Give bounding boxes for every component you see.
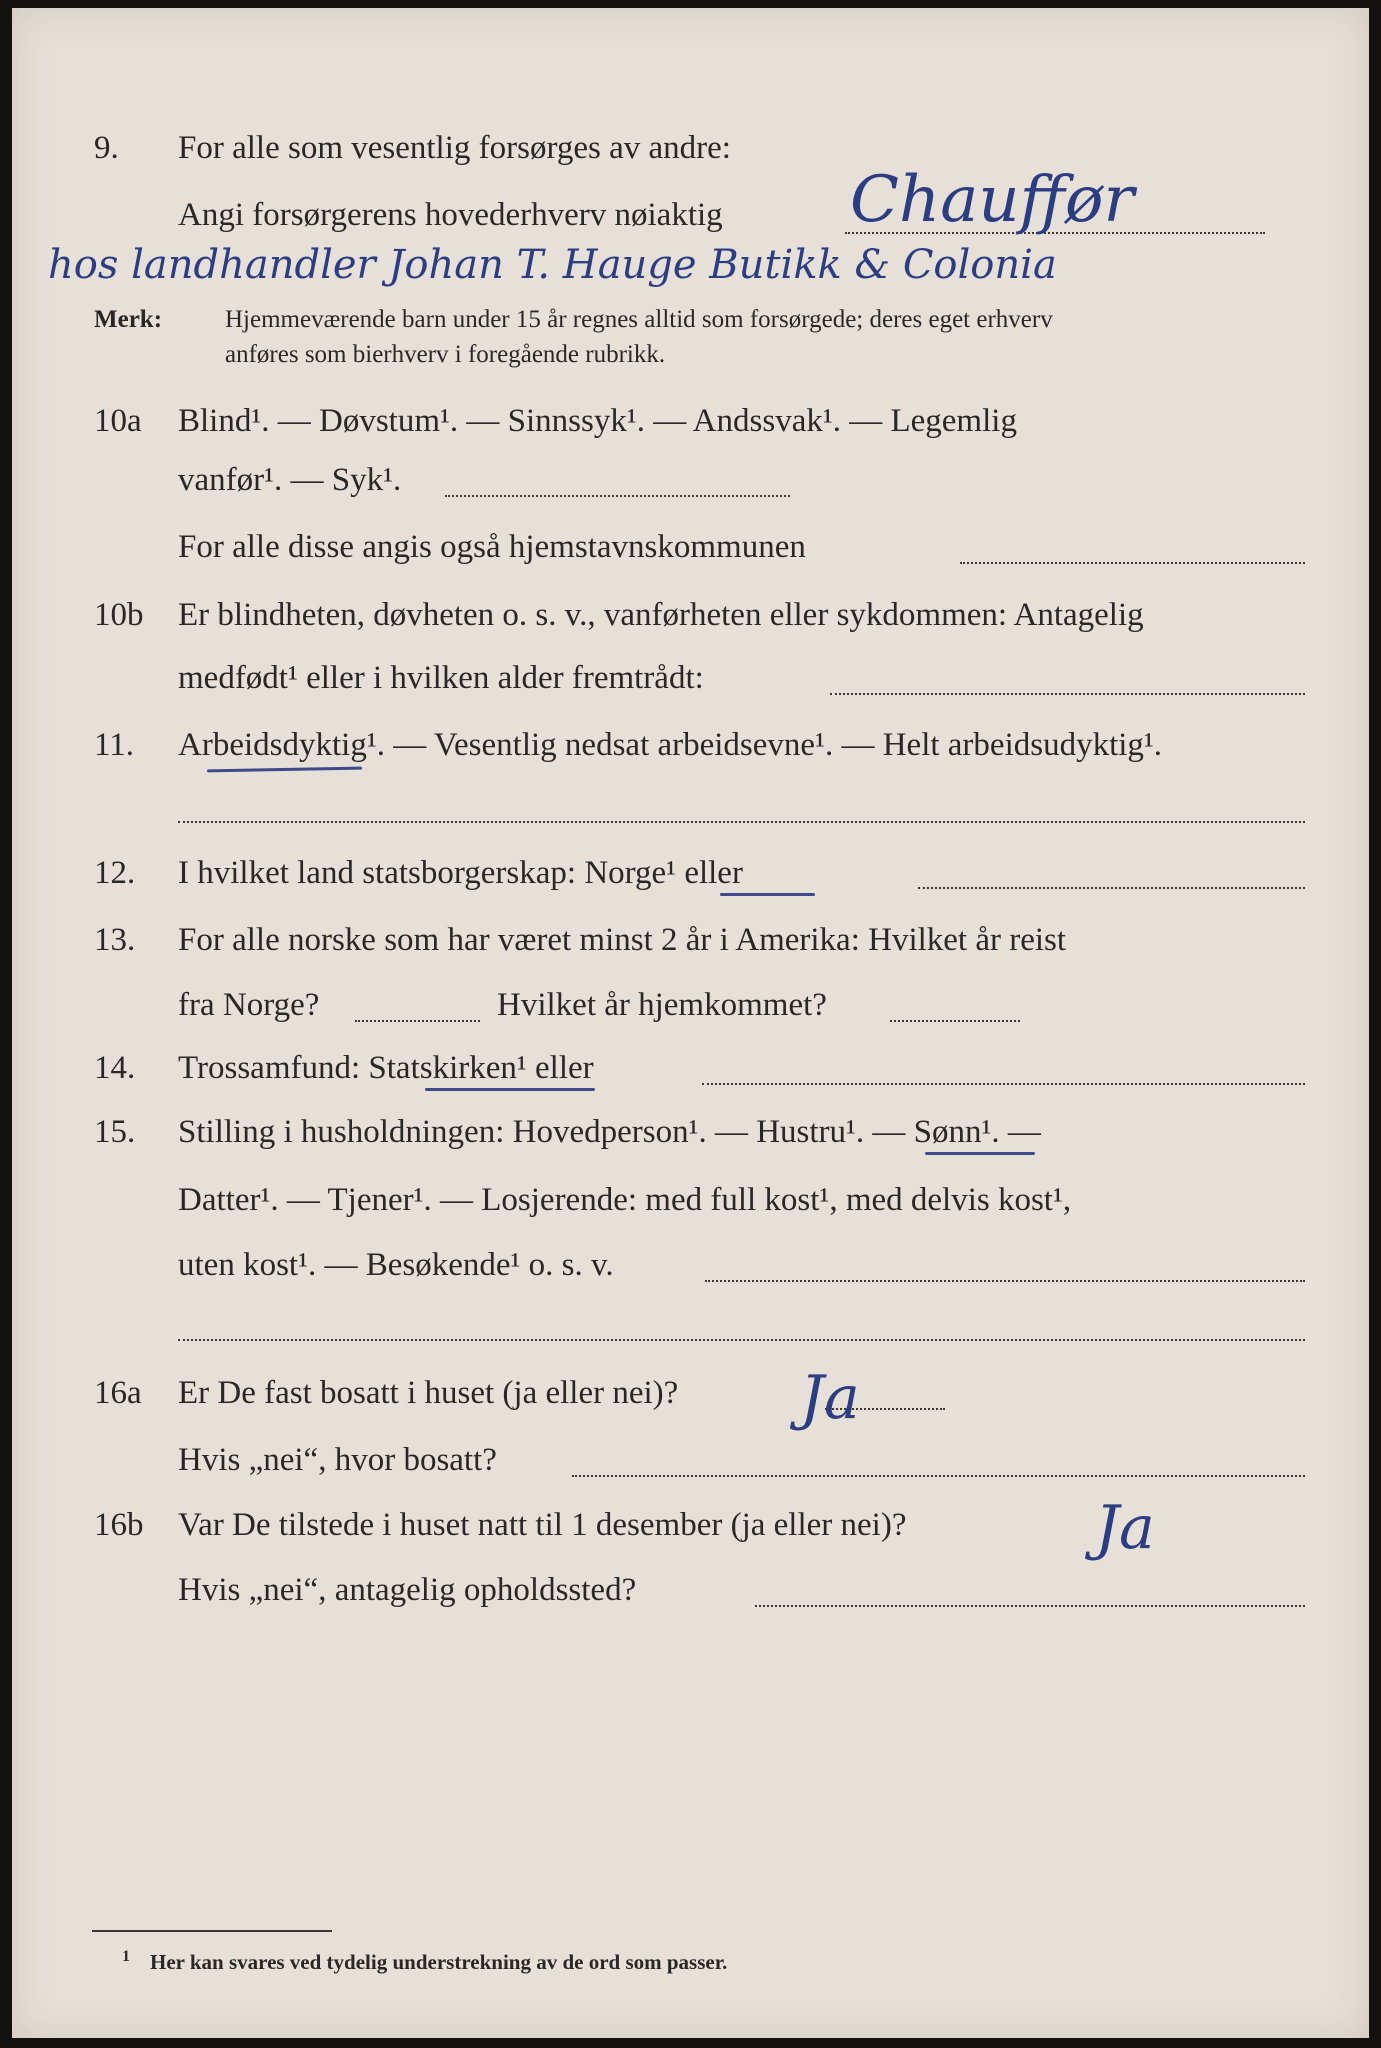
q11-number: 11. <box>94 727 135 763</box>
q9-text-2: Angi forsørgerens hovederhverv nøiaktig <box>178 197 723 233</box>
q10a-number: 10a <box>94 403 142 439</box>
q9-line1 <box>0 123 1381 173</box>
q15-text-2: Datter¹. — Tjener¹. — Losjerende: med full kost¹, med delvis kost¹, <box>178 1182 1072 1218</box>
q14-number: 14. <box>94 1050 136 1086</box>
q16b-line1 <box>0 1500 1381 1550</box>
q11-answer-line <box>178 819 1305 823</box>
footnote <box>0 1937 1381 1987</box>
q10a-line1 <box>0 396 1381 446</box>
q14-underline-mark <box>425 1088 595 1091</box>
q15-line3 <box>0 1240 1381 1290</box>
q11-text-1: Arbeidsdyktig¹. — Vesentlig nedsat arbeidsevne¹. — Helt arbeidsudyktig¹. <box>178 727 1163 763</box>
q10a-answer-line-2 <box>960 560 1305 564</box>
q10b-answer-line <box>830 691 1305 695</box>
q10a-line2 <box>0 455 1381 505</box>
q15-underline-mark <box>925 1152 1035 1155</box>
q15-answer-line-1 <box>705 1278 1305 1282</box>
q13-text-2a: fra Norge? <box>178 987 320 1023</box>
q13-line1 <box>0 915 1381 965</box>
q13-line2 <box>0 980 1381 1030</box>
q16b-line2 <box>0 1565 1381 1615</box>
q15-text-1: Stilling i husholdningen: Hovedperson¹. — Hustru¹. — Sønn¹. — <box>178 1114 1041 1150</box>
q12-number: 12. <box>94 855 136 891</box>
q16b-handwritten-answer: Ja <box>1095 1493 1155 1563</box>
q13-answer-line-1 <box>355 1018 480 1022</box>
q10a-line3 <box>0 522 1381 572</box>
q12-underline-mark <box>720 893 815 896</box>
q10b-text-2: medfødt¹ eller i hvilken alder fremtrådt: <box>178 660 704 696</box>
q15-number: 15. <box>94 1114 136 1150</box>
q16a-number: 16a <box>94 1375 142 1411</box>
merk-text-2: anføres som bierhverv i foregående rubrikk. <box>225 341 666 368</box>
q15-answer-line-2 <box>178 1337 1305 1341</box>
q16a-line1 <box>0 1368 1381 1418</box>
q16b-number: 16b <box>94 1507 144 1543</box>
q13-text-2b: Hvilket år hjemkommet? <box>497 987 827 1023</box>
q10b-text-1: Er blindheten, døvheten o. s. v., vanførheten eller sykdommen: Antagelig <box>178 597 1144 633</box>
q10b-line1 <box>0 590 1381 640</box>
q13-answer-line-2 <box>890 1018 1020 1022</box>
q16a-text-1: Er De fast bosatt i huset (ja eller nei)? <box>178 1375 679 1411</box>
q12-line1 <box>0 848 1381 898</box>
q9-text-1: For alle som vesentlig forsørges av andre: <box>178 130 731 166</box>
q12-text-1: I hvilket land statsborgerskap: Norge¹ eller <box>178 855 743 891</box>
q15-line2 <box>0 1175 1381 1225</box>
q13-number: 13. <box>94 922 136 958</box>
q16a-answer-line-2 <box>572 1473 1305 1477</box>
q16b-answer-line <box>755 1603 1305 1607</box>
q15-line1 <box>0 1107 1381 1157</box>
footnote-mark: 1 <box>122 1948 130 1965</box>
q9-handwritten-employer: hos landhandler Johan T. Hauge Butikk & Colonia <box>48 242 1057 288</box>
q10b-line2 <box>0 653 1381 703</box>
q16a-handwritten-answer: Ja <box>800 1363 860 1433</box>
q10a-answer-line-1 <box>445 493 790 497</box>
q12-answer-line <box>918 885 1305 889</box>
q14-line1 <box>0 1043 1381 1093</box>
merk-label: Merk: <box>94 306 163 333</box>
q16b-text-2: Hvis „nei“, antagelig opholdssted? <box>178 1572 637 1608</box>
footnote-text: Her kan svares ved tydelig understrekning av de ord som passer. <box>150 1950 728 1974</box>
merk-text-1: Hjemmeværende barn under 15 år regnes alltid som forsørgede; deres eget erhverv <box>225 306 1053 333</box>
q10a-text-1: Blind¹. — Døvstum¹. — Sinnssyk¹. — Andssvak¹. — Legemlig <box>178 403 1017 439</box>
merk-line2 <box>0 330 1381 380</box>
q11-line1 <box>0 720 1381 770</box>
q14-answer-line <box>702 1081 1305 1085</box>
q16a-line2 <box>0 1435 1381 1485</box>
q10a-text-2: vanfør¹. — Syk¹. <box>178 462 402 498</box>
q14-text-1: Trossamfund: Statskirken¹ eller <box>178 1050 594 1086</box>
q16b-text-1: Var De tilstede i huset natt til 1 desember (ja eller nei)? <box>178 1507 907 1543</box>
q16a-text-2: Hvis „nei“, hvor bosatt? <box>178 1442 497 1478</box>
q10a-text-3: For alle disse angis også hjemstavnskommunen <box>178 529 806 565</box>
q10b-number: 10b <box>94 597 144 633</box>
footnote-rule <box>92 1930 332 1932</box>
q9-number: 9. <box>94 130 119 166</box>
q15-text-3: uten kost¹. — Besøkende¹ o. s. v. <box>178 1247 614 1283</box>
q13-text-1: For alle norske som har været minst 2 år i Amerika: Hvilket år reist <box>178 922 1067 958</box>
q9-handwritten-answer: Chauffør <box>850 163 1135 237</box>
